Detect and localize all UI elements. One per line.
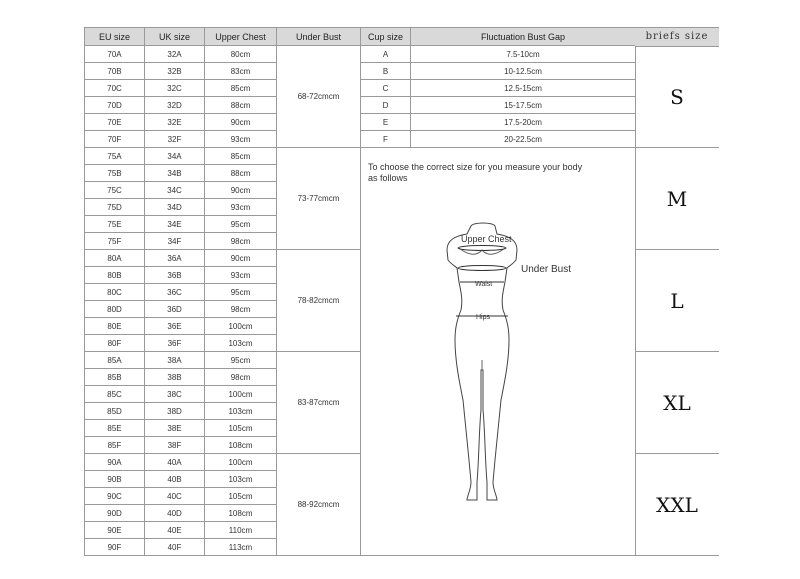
- body-measurement-figure: [421, 220, 571, 510]
- cup-size-cell: C: [361, 80, 411, 97]
- uk-size-cell: 40E: [145, 522, 205, 539]
- upper-chest-cell: 113cm: [205, 539, 277, 556]
- uk-size-cell: 38C: [145, 386, 205, 403]
- header-under-bust: Under Bust: [277, 28, 361, 46]
- eu-size-cell: 70A: [85, 46, 145, 63]
- under-bust-cell: 68-72cmcm: [277, 46, 361, 148]
- measure-instruction: To choose the correct size for you measure your body as follows: [368, 162, 583, 183]
- briefs-size-label: XXL: [656, 492, 698, 517]
- upper-chest-cell: 108cm: [205, 437, 277, 454]
- upper-chest-cell: 80cm: [205, 46, 277, 63]
- upper-chest-cell: 90cm: [205, 114, 277, 131]
- upper-chest-cell: 105cm: [205, 420, 277, 437]
- uk-size-cell: 36D: [145, 301, 205, 318]
- upper-chest-cell: 100cm: [205, 454, 277, 471]
- upper-chest-cell: 88cm: [205, 165, 277, 182]
- cup-size-cell: D: [361, 97, 411, 114]
- briefs-size-label: M: [666, 186, 688, 211]
- uk-size-cell: 38E: [145, 420, 205, 437]
- briefs-size-label: L: [670, 288, 684, 313]
- table-header-row: [85, 28, 636, 46]
- bust-gap-cell: 15-17.5cm: [411, 97, 636, 114]
- upper-chest-cell: 98cm: [205, 233, 277, 250]
- briefs-size-label: S: [670, 84, 684, 109]
- eu-size-cell: 90C: [85, 488, 145, 505]
- upper-chest-cell: 93cm: [205, 131, 277, 148]
- measurement-guide-cell: [361, 148, 636, 556]
- label-under-bust: Under Bust: [521, 264, 571, 275]
- eu-size-cell: 90F: [85, 539, 145, 556]
- bust-gap-cell: 20-22.5cm: [411, 131, 636, 148]
- size-chart: [84, 27, 719, 576]
- upper-chest-cell: 95cm: [205, 284, 277, 301]
- uk-size-cell: 32B: [145, 63, 205, 80]
- upper-chest-cell: 85cm: [205, 148, 277, 165]
- uk-size-cell: 36C: [145, 284, 205, 301]
- upper-chest-cell: 88cm: [205, 97, 277, 114]
- under-bust-cell: 78-82cmcm: [277, 250, 361, 352]
- eu-size-cell: 75D: [85, 199, 145, 216]
- eu-size-cell: 90D: [85, 505, 145, 522]
- table-row: [85, 131, 636, 148]
- eu-size-cell: 80B: [85, 267, 145, 284]
- briefs-size-cell: [635, 148, 719, 250]
- uk-size-cell: 32A: [145, 46, 205, 63]
- table-row: [85, 148, 636, 165]
- upper-chest-cell: 93cm: [205, 267, 277, 284]
- eu-size-cell: 80C: [85, 284, 145, 301]
- upper-chest-cell: 103cm: [205, 335, 277, 352]
- briefs-size-cell: [635, 454, 719, 556]
- eu-size-cell: 75B: [85, 165, 145, 182]
- uk-size-cell: 34D: [145, 199, 205, 216]
- upper-chest-cell: 93cm: [205, 199, 277, 216]
- header-cup-size: Cup size: [361, 28, 411, 46]
- uk-size-cell: 32E: [145, 114, 205, 131]
- eu-size-cell: 75A: [85, 148, 145, 165]
- bust-gap-cell: 12.5-15cm: [411, 80, 636, 97]
- uk-size-cell: 40D: [145, 505, 205, 522]
- uk-size-cell: 40B: [145, 471, 205, 488]
- eu-size-cell: 85B: [85, 369, 145, 386]
- eu-size-cell: 80A: [85, 250, 145, 267]
- cup-size-cell: A: [361, 46, 411, 63]
- upper-chest-cell: 103cm: [205, 471, 277, 488]
- header-briefs-size: briefs size: [635, 28, 719, 47]
- uk-size-cell: 38D: [145, 403, 205, 420]
- upper-chest-cell: 98cm: [205, 369, 277, 386]
- upper-chest-cell: 95cm: [205, 352, 277, 369]
- header-eu-size: EU size: [85, 28, 145, 46]
- uk-size-cell: 38F: [145, 437, 205, 454]
- eu-size-cell: 70D: [85, 97, 145, 114]
- eu-size-cell: 90A: [85, 454, 145, 471]
- eu-size-cell: 75F: [85, 233, 145, 250]
- eu-size-cell: 80E: [85, 318, 145, 335]
- eu-size-cell: 85A: [85, 352, 145, 369]
- uk-size-cell: 38A: [145, 352, 205, 369]
- header-bust-gap: Fluctuation Bust Gap: [411, 28, 636, 46]
- cup-size-cell: F: [361, 131, 411, 148]
- cup-size-cell: E: [361, 114, 411, 131]
- briefs-column: [635, 27, 719, 577]
- bust-gap-cell: 7.5-10cm: [411, 46, 636, 63]
- eu-size-cell: 70C: [85, 80, 145, 97]
- briefs-size-label: XL: [663, 390, 691, 415]
- eu-size-cell: 75E: [85, 216, 145, 233]
- upper-chest-cell: 100cm: [205, 318, 277, 335]
- eu-size-cell: 85E: [85, 420, 145, 437]
- uk-size-cell: 36B: [145, 267, 205, 284]
- eu-size-cell: 85C: [85, 386, 145, 403]
- bust-gap-cell: 17.5-20cm: [411, 114, 636, 131]
- uk-size-cell: 36F: [145, 335, 205, 352]
- eu-size-cell: 80F: [85, 335, 145, 352]
- uk-size-cell: 32F: [145, 131, 205, 148]
- under-bust-cell: 88-92cmcm: [277, 454, 361, 556]
- upper-chest-cell: 90cm: [205, 182, 277, 199]
- upper-chest-cell: 83cm: [205, 63, 277, 80]
- header-uk-size: UK size: [145, 28, 205, 46]
- cup-size-cell: B: [361, 63, 411, 80]
- upper-chest-cell: 100cm: [205, 386, 277, 403]
- upper-chest-cell: 110cm: [205, 522, 277, 539]
- upper-chest-cell: 103cm: [205, 403, 277, 420]
- label-upper-chest: Upper Chest: [461, 234, 512, 244]
- uk-size-cell: 40A: [145, 454, 205, 471]
- bust-gap-cell: 10-12.5cm: [411, 63, 636, 80]
- upper-chest-cell: 90cm: [205, 250, 277, 267]
- upper-chest-cell: 85cm: [205, 80, 277, 97]
- under-bust-cell: 73-77cmcm: [277, 148, 361, 250]
- size-table: [84, 27, 636, 556]
- uk-size-cell: 32D: [145, 97, 205, 114]
- upper-chest-cell: 105cm: [205, 488, 277, 505]
- table-row: [85, 46, 636, 63]
- label-hips: Hips: [476, 314, 491, 321]
- uk-size-cell: 32C: [145, 80, 205, 97]
- uk-size-cell: 40C: [145, 488, 205, 505]
- eu-size-cell: 85F: [85, 437, 145, 454]
- uk-size-cell: 34A: [145, 148, 205, 165]
- uk-size-cell: 36A: [145, 250, 205, 267]
- eu-size-cell: 70F: [85, 131, 145, 148]
- eu-size-cell: 90B: [85, 471, 145, 488]
- eu-size-cell: 70E: [85, 114, 145, 131]
- briefs-size-cell: [635, 250, 719, 352]
- eu-size-cell: 70B: [85, 63, 145, 80]
- table-row: [85, 114, 636, 131]
- briefs-size-cell: [635, 46, 719, 148]
- upper-chest-cell: 98cm: [205, 301, 277, 318]
- eu-size-cell: 80D: [85, 301, 145, 318]
- eu-size-cell: 90E: [85, 522, 145, 539]
- uk-size-cell: 36E: [145, 318, 205, 335]
- uk-size-cell: 38B: [145, 369, 205, 386]
- eu-size-cell: 75C: [85, 182, 145, 199]
- uk-size-cell: 40F: [145, 539, 205, 556]
- table-row: [85, 63, 636, 80]
- uk-size-cell: 34F: [145, 233, 205, 250]
- eu-size-cell: 85D: [85, 403, 145, 420]
- uk-size-cell: 34C: [145, 182, 205, 199]
- table-row: [85, 80, 636, 97]
- uk-size-cell: 34B: [145, 165, 205, 182]
- briefs-size-cell: [635, 352, 719, 454]
- header-upper-chest: Upper Chest: [205, 28, 277, 46]
- uk-size-cell: 34E: [145, 216, 205, 233]
- label-waist: Waist: [475, 281, 493, 288]
- table-row: [85, 97, 636, 114]
- under-bust-cell: 83-87cmcm: [277, 352, 361, 454]
- upper-chest-cell: 95cm: [205, 216, 277, 233]
- upper-chest-cell: 108cm: [205, 505, 277, 522]
